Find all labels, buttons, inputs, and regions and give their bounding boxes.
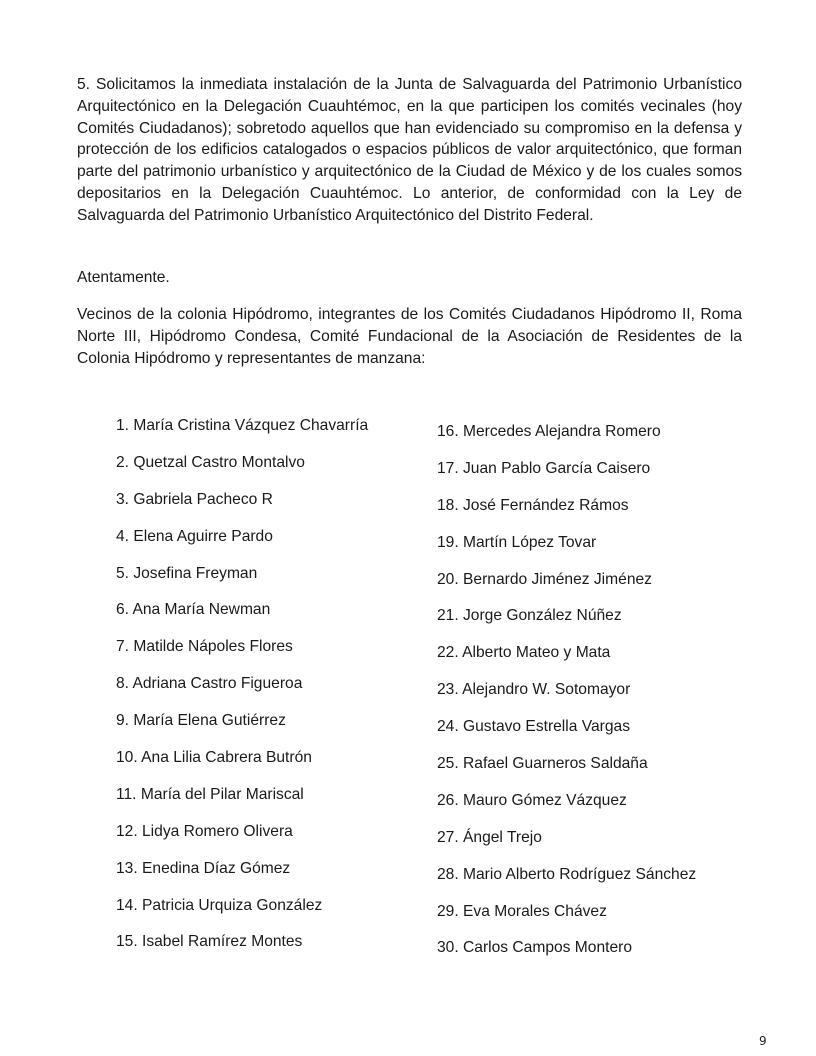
signatory-item: 7. Matilde Nápoles Flores <box>116 638 293 656</box>
signatories-list-right <box>437 422 696 975</box>
signatory-item: 15. Isabel Ramírez Montes <box>116 933 303 951</box>
closing-salutation: Atentamente. <box>77 269 170 286</box>
signatory-item: 2. Quetzal Castro Montalvo <box>116 453 305 471</box>
paragraph-5: 5. Solicitamos la inmediata instalación de la Junta de Salvaguarda del Patrimonio Urbanístico Arquitectónico en la Delegación Cuauhtémoc, en la que participen los comités vecinales (hoy Comités Ciudadanos); sobretodo aquellos que han evidenciado su compromiso en la defensa y protección de los edificios catalogados o espacios públicos de valor arquitectónico, que forman parte del patrimonio urbanístico y arquitectónico de la Ciudad de México y de los cuales somos depositarios en la Delegación Cuauhtémoc. Lo anterior, de conformidad con la Ley de Salvaguarda del Patrimonio Urbanístico Arquitectónico del Distrito Federal. <box>77 76 742 224</box>
signatory-item: 14. Patricia Urquiza González <box>116 896 323 914</box>
page-number: 9 <box>759 1034 767 1048</box>
signatory-item: 20. Bernardo Jiménez Jiménez <box>437 570 652 588</box>
signatory-item: 10. Ana Lilia Cabrera Butrón <box>116 749 312 767</box>
signatory-item: 13. Enedina Díaz Gómez <box>116 859 291 877</box>
signatory-item: 3. Gabriela Pacheco R <box>116 490 273 508</box>
signatories-intro: Vecinos de la colonia Hipódromo, integrantes de los Comités Ciudadanos Hipódromo II, Roma Norte III, Hipódromo Condesa, Comité Fundacional de la Asociación de Residentes de la Colonia Hipódromo y representantes de manzana: <box>77 306 742 367</box>
signatory-item: 22. Alberto Mateo y Mata <box>437 644 611 662</box>
signatory-item: 12. Lidya Romero Olivera <box>116 822 293 840</box>
signatory-item: 26. Mauro Gómez Vázquez <box>437 791 627 809</box>
signatory-item: 29. Eva Morales Chávez <box>437 902 607 920</box>
signatory-item: 18. José Fernández Rámos <box>437 496 629 514</box>
signatory-item: 21. Jorge González Núñez <box>437 607 622 625</box>
signatory-item: 23. Alejandro W. Sotomayor <box>437 681 631 699</box>
signatory-item: 25. Rafael Guarneros Saldaña <box>437 755 648 773</box>
signatory-item: 30. Carlos Campos Montero <box>437 939 633 957</box>
signatory-item: 28. Mario Alberto Rodríguez Sánchez <box>437 865 697 883</box>
signatory-item: 27. Ángel Trejo <box>437 828 542 846</box>
signatory-item: 17. Juan Pablo García Caisero <box>437 459 651 477</box>
signatory-item: 8. Adriana Castro Figueroa <box>116 675 303 693</box>
signatory-item: 19. Martín López Tovar <box>437 533 597 551</box>
signatory-item: 4. Elena Aguirre Pardo <box>116 527 273 545</box>
signatory-item: 9. María Elena Gutiérrez <box>116 712 286 730</box>
signatory-item: 5. Josefina Freyman <box>116 564 258 582</box>
signatory-item: 6. Ana María Newman <box>116 601 271 619</box>
signatory-item: 11. María del Pilar Mariscal <box>116 785 304 803</box>
signatories-list-left <box>116 416 368 969</box>
signatory-item: 16. Mercedes Alejandra Romero <box>437 423 661 440</box>
signatory-item: 1. María Cristina Vázquez Chavarría <box>116 417 369 434</box>
signatory-item: 24. Gustavo Estrella Vargas <box>437 718 630 736</box>
